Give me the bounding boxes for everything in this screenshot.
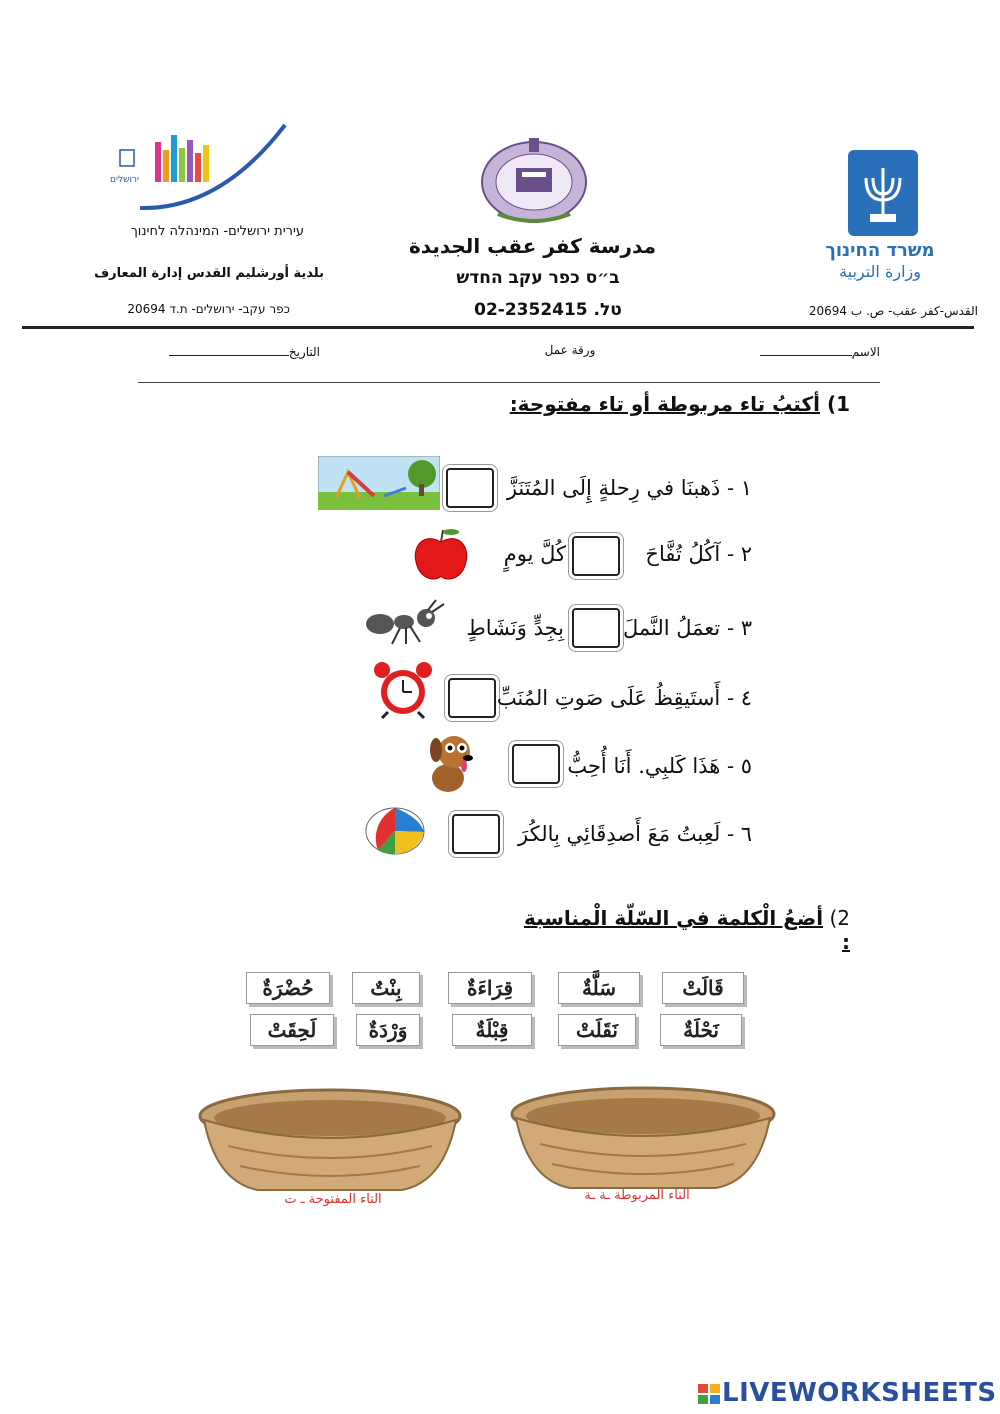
sentence-5: ٥ - هَذَا كَلبِي. أَنَا أُحِبُّ	[567, 754, 752, 778]
sentence-4-num: ٤	[740, 686, 752, 710]
word-card[interactable]: قِبْلَةٌ	[452, 1014, 532, 1046]
jlm-logo-text: ירושלים	[110, 175, 140, 185]
answer-box-2[interactable]	[572, 536, 620, 576]
school-name-ar: مدرسة كفر عقب الجديدة	[408, 234, 656, 258]
word-card[interactable]: سَلَّةٌ	[558, 972, 640, 1004]
answer-box-1[interactable]	[446, 468, 494, 508]
address-he: כפר עקב- ירושלים- ת.ד 20694	[127, 302, 290, 316]
school-phone: טל. 02-2352415	[474, 300, 622, 320]
sentence-6: ٦ - لَعِبتُ مَعَ أَصدِقَائِي بِالكُرَ	[518, 822, 752, 846]
sentence-2-num: ٢	[740, 542, 752, 566]
sentence-3-after: بِجِدٍّ وَنَشَاطٍ	[466, 616, 564, 640]
q1-number: 1)	[826, 392, 850, 416]
liveworksheets-logo-icon	[698, 1384, 720, 1404]
word-card[interactable]: لَحِقَتْ	[250, 1014, 334, 1046]
basket-left[interactable]	[198, 1086, 462, 1198]
word-card[interactable]: وَرْدَةٌ	[356, 1014, 420, 1046]
sentence-5-text: هَذَا كَلبِي. أَنَا أُحِبُّ	[567, 754, 721, 778]
sentence-2-text: آكُلُ تُفَّاحَ	[645, 542, 721, 566]
beach-ball-image	[364, 806, 426, 856]
name-label: الاسم	[851, 345, 880, 359]
sentence-2: ٢ - آكُلُ تُفَّاحَ	[645, 542, 752, 566]
ant-image	[364, 598, 446, 648]
q2-title	[520, 906, 850, 954]
municipality-logo	[100, 120, 290, 215]
basket-right-label: التاء المربوطة ـة ـة	[584, 1188, 690, 1203]
worksheet-label: ورقة عمل	[544, 343, 596, 357]
q2-number: 2)	[829, 906, 850, 930]
address-ar: القدس-كفر عقب- ص. ب 20694	[808, 304, 978, 318]
school-emblem	[478, 132, 590, 224]
name-field	[748, 343, 880, 359]
date-label: التاريخ	[288, 345, 320, 359]
answer-box-4[interactable]	[448, 678, 496, 718]
sentence-5-num: ٥	[740, 754, 752, 778]
liveworksheets-brand: LIVEWORKSHEETS	[722, 1378, 997, 1408]
q1-title	[500, 392, 850, 416]
playground-image	[318, 456, 440, 510]
word-card[interactable]: حُضْرَةٌ	[246, 972, 330, 1004]
municipality-ar: بلدية أورشليم القدس إدارة المعارف	[94, 266, 324, 281]
apple-image	[410, 528, 472, 584]
municipality-he: עירית ירושלים- המינהלה לחינוך	[130, 224, 304, 239]
date-line[interactable]	[169, 343, 289, 356]
sentence-1-text: ذَهبنَا في رِحلةٍ إِلَى المُتَنَزَّ	[506, 476, 721, 500]
ministry-he: משרד החינוך	[825, 240, 935, 261]
form-divider	[138, 382, 880, 383]
answer-box-3[interactable]	[572, 608, 620, 648]
ministry-emblem	[846, 148, 920, 238]
basket-right[interactable]	[510, 1084, 776, 1196]
sentence-6-num: ٦	[740, 822, 752, 846]
word-card[interactable]: قَالَتْ	[662, 972, 744, 1004]
sentence-2-after: كُلَّ يومٍ	[503, 542, 566, 566]
sentence-6-text: لَعِبتُ مَعَ أَصدِقَائِي بِالكُرَ	[518, 822, 721, 846]
dog-image	[414, 732, 484, 794]
q1-text: أكتبُ تاء مربوطة أو تاء مفتوحة:	[509, 392, 820, 416]
answer-box-6[interactable]	[452, 814, 500, 854]
sentence-3-num: ٣	[740, 616, 752, 640]
word-card[interactable]: بِنْتٌ	[352, 972, 420, 1004]
sentence-1: ١ - ذَهبنَا في رِحلةٍ إِلَى المُتَنَزَّ	[506, 476, 752, 500]
word-card[interactable]: قِرَاءَةٌ	[448, 972, 532, 1004]
alarm-clock-image	[368, 658, 438, 720]
q2-text: أضعُ الْكلمة في السّلّة الْمناسبة :	[523, 906, 850, 954]
basket-left-label: التاء المفتوحة ـ ت	[284, 1192, 382, 1207]
answer-box-5[interactable]	[512, 744, 560, 784]
sentence-1-num: ١	[740, 476, 752, 500]
school-name-he: ב״ס כפר עקב החדש	[456, 268, 620, 288]
sentence-3-text: تعمَلُ النَّملَ	[622, 616, 721, 640]
sentence-3: ٣ - تعمَلُ النَّملَ	[622, 616, 752, 640]
word-card[interactable]: نَقَلَتْ	[558, 1014, 636, 1046]
date-field	[148, 343, 320, 359]
word-card[interactable]: نَحْلَةٌ	[660, 1014, 742, 1046]
ministry-ar: وزارة التربية	[839, 262, 921, 281]
name-line[interactable]	[760, 343, 852, 356]
header-divider	[22, 326, 974, 329]
sentence-4: ٤ - أَستَيقِظُ عَلَى صَوتِ المُنَبِّ	[496, 686, 752, 710]
sentence-4-text: أَستَيقِظُ عَلَى صَوتِ المُنَبِّ	[496, 686, 721, 710]
